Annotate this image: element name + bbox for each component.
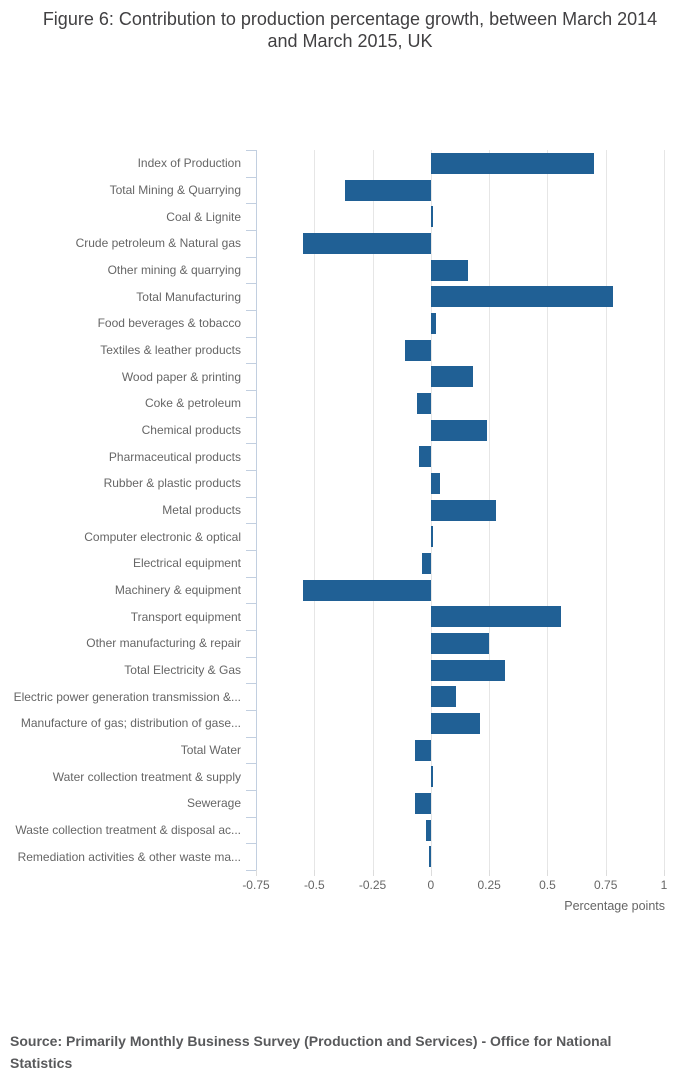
category-label: Remediation activities & other waste ma... <box>17 849 241 864</box>
bar[interactable] <box>431 206 433 227</box>
y-axis-tick <box>246 470 256 471</box>
category-label: Pharmaceutical products <box>108 449 241 464</box>
y-axis-tick <box>246 763 256 764</box>
x-axis-tick <box>547 870 548 876</box>
x-tick-label: -0.75 <box>242 878 270 892</box>
gridline <box>547 150 548 870</box>
category-label: Manufacture of gas; distribution of gase... <box>20 716 241 731</box>
bar[interactable] <box>345 180 431 201</box>
y-axis-tick <box>246 230 256 231</box>
x-axis-tick <box>314 870 315 876</box>
x-axis-tick <box>489 870 490 876</box>
source-note: Source: Primarily Monthly Business Survey (Production and Services) - Office for National Statistics <box>10 1033 612 1071</box>
y-axis-tick <box>246 443 256 444</box>
y-axis-tick <box>246 737 256 738</box>
bar[interactable] <box>303 580 431 601</box>
y-axis-tick <box>246 417 256 418</box>
category-label: Waste collection treatment & disposal ac... <box>15 822 241 837</box>
category-label: Coal & Lignite <box>166 209 241 224</box>
x-tick-label: 0.5 <box>539 878 556 892</box>
category-label: Machinery & equipment <box>114 582 241 597</box>
category-label: Textiles & leather products <box>100 342 241 357</box>
category-label: Total Manufacturing <box>136 289 241 304</box>
category-label: Food beverages & tobacco <box>97 316 241 331</box>
category-label: Metal products <box>162 502 241 517</box>
category-label: Coke & petroleum <box>144 396 241 411</box>
x-tick-label: -0.25 <box>358 878 387 892</box>
bar[interactable] <box>431 313 436 334</box>
gridline <box>606 150 607 870</box>
category-label: Wood paper & printing <box>121 369 241 384</box>
bar[interactable] <box>303 233 431 254</box>
y-axis-tick <box>246 283 256 284</box>
y-axis-tick <box>246 603 256 604</box>
gridline <box>373 150 374 870</box>
category-label: Total Water <box>180 742 241 757</box>
y-axis-tick <box>246 177 256 178</box>
category-label: Other manufacturing & repair <box>86 636 241 651</box>
bar[interactable] <box>431 686 457 707</box>
category-label: Electric power generation transmission &... <box>13 689 241 704</box>
y-axis-tick <box>246 817 256 818</box>
y-axis-tick <box>246 337 256 338</box>
y-axis-tick <box>246 577 256 578</box>
bar[interactable] <box>431 660 506 681</box>
bar[interactable] <box>429 846 431 867</box>
bar[interactable] <box>417 393 431 414</box>
y-axis-tick <box>246 203 256 204</box>
bar[interactable] <box>422 553 431 574</box>
x-tick-label: 0.75 <box>594 878 618 892</box>
bar[interactable] <box>431 766 433 787</box>
category-label: Rubber & plastic products <box>103 476 241 491</box>
category-label: Other mining & quarrying <box>107 262 241 277</box>
bar[interactable] <box>431 366 473 387</box>
y-axis-tick <box>246 657 256 658</box>
bar[interactable] <box>431 713 480 734</box>
y-axis-tick <box>246 683 256 684</box>
bar[interactable] <box>415 740 431 761</box>
x-axis-tick <box>373 870 374 876</box>
gridline <box>314 150 315 870</box>
y-axis-tick <box>246 497 256 498</box>
category-label: Sewerage <box>186 796 241 811</box>
bar[interactable] <box>431 473 440 494</box>
bar[interactable] <box>431 526 433 547</box>
y-axis-line <box>256 150 257 870</box>
category-label: Electrical equipment <box>132 556 241 571</box>
x-tick-label: 0.25 <box>477 878 501 892</box>
x-axis-tick <box>664 870 665 876</box>
x-axis-tick <box>431 870 432 876</box>
category-label: Crude petroleum & Natural gas <box>75 236 241 251</box>
y-axis-tick <box>246 790 256 791</box>
y-axis-tick <box>246 550 256 551</box>
bar[interactable] <box>405 340 431 361</box>
gridline <box>664 150 665 870</box>
x-tick-label: 1 <box>660 878 668 892</box>
y-axis-tick <box>246 390 256 391</box>
bar[interactable] <box>431 606 562 627</box>
category-label: Total Mining & Quarrying <box>109 182 241 197</box>
bar[interactable] <box>431 286 613 307</box>
x-axis-title: Percentage points <box>564 899 665 913</box>
category-label: Index of Production <box>137 156 241 171</box>
y-axis-tick <box>246 843 256 844</box>
y-axis-tick <box>246 870 256 871</box>
x-axis-tick <box>256 870 257 876</box>
category-label: Water collection treatment & supply <box>52 769 241 784</box>
y-axis-tick <box>246 150 256 151</box>
bar[interactable] <box>431 420 487 441</box>
x-tick-label: -0.5 <box>303 878 325 892</box>
bar[interactable] <box>415 793 431 814</box>
y-axis-tick <box>246 363 256 364</box>
x-axis-tick <box>606 870 607 876</box>
y-axis-tick <box>246 523 256 524</box>
y-axis-tick <box>246 310 256 311</box>
chart-title: Figure 6: Contribution to production percentage growth, between March 2014 and March 2015, UK <box>42 9 658 51</box>
bar[interactable] <box>431 633 489 654</box>
category-label: Transport equipment <box>130 609 241 624</box>
bar[interactable] <box>426 820 431 841</box>
y-axis-tick <box>246 257 256 258</box>
y-axis-tick <box>246 710 256 711</box>
y-axis-tick <box>246 630 256 631</box>
x-tick-label: 0 <box>427 878 435 892</box>
category-label: Total Electricity & Gas <box>124 662 241 677</box>
category-label: Computer electronic & optical <box>84 529 241 544</box>
bar[interactable] <box>431 260 468 281</box>
bar[interactable] <box>419 446 431 467</box>
bar[interactable] <box>431 153 594 174</box>
bar[interactable] <box>431 500 496 521</box>
category-label: Chemical products <box>141 422 241 437</box>
